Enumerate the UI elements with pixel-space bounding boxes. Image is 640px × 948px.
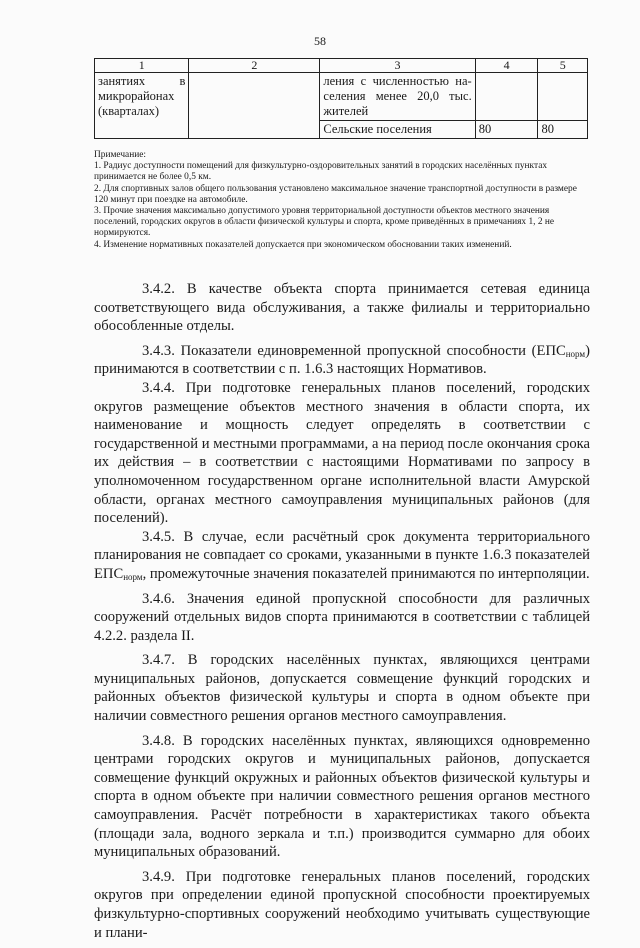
page-number: 58: [314, 34, 326, 48]
table-header-cell: 2: [189, 59, 320, 73]
table-header-row: [95, 59, 588, 73]
paragraph-3-4-2: 3.4.2. В качестве объекта спорта принимается сетевая единица соответствующего вида обслуживания, а также филиалы и территориально обособленные отделы.: [94, 281, 590, 335]
notes-title: Примечание:: [94, 150, 147, 160]
cell-line: (кварталах): [98, 104, 160, 118]
cell-line: жителей: [323, 104, 369, 118]
table-cell: [95, 73, 189, 139]
subscript: норм: [565, 348, 586, 359]
continuation-table: [94, 58, 588, 139]
body-text: [94, 280, 590, 948]
text-run: , промежуточные значения показателей принимаются по интерполяции.: [142, 565, 590, 582]
table-cell: [538, 73, 588, 121]
note-item: 1. Радиус доступности помещений для физкультурно-оздоровительных занятий в городских населённых пунктах принимается не более 0,5 км.: [94, 161, 548, 183]
note-item: 2. Для спортивных залов общего пользования установлено максимальное значение транспортной доступности в размере 120 минут при поездке на автомобиле.: [94, 183, 577, 205]
table-header-cell: 4: [475, 59, 538, 73]
paragraph-3-4-3: [94, 342, 590, 379]
cell-line: ления с численностью на-: [323, 74, 472, 88]
paragraph-3-4-5: [94, 528, 590, 584]
paragraph-3-4-7: 3.4.7. В городских населённых пунктах, являющихся центрами муниципальных районов, допускается совмещение функций городских и районных объектов физической культуры и спорта в одном объекте при наличии совместного решения органов местного самоуправления.: [94, 652, 590, 725]
text-run: 3.4.5. В случае, если расчётный срок документа территориального планирования не совпадает со сроками, указанными в пункте 1.6.3 показателей ЕПС: [94, 528, 590, 582]
table-notes: [94, 150, 590, 251]
table-cell: 80: [538, 121, 588, 139]
cell-line: занятиях в: [98, 74, 186, 88]
table-row: [95, 73, 588, 121]
paragraph-3-4-8: 3.4.8. В городских населённых пунктах, являющихся одновременно центрами городских округов и муниципальных районов, допускается совмещение функций окружных и районных объектов физической культуры и спорта в одном объекте при наличии совместного решения органов местного самоуправления. Расчёт потребности в характеристиках такого объекта (площади зала, водного зеркала и т.п.) производится суммарно для обоих муниципальных образований.: [94, 732, 590, 861]
table-header-cell: 5: [538, 59, 588, 73]
cell-line: микрорайонах: [98, 89, 175, 103]
paragraph-3-4-4: 3.4.4. При подготовке генеральных планов поселений, городских округов размещение объектов местного значения в области спорта, их наименование и мощность следует определять в соответствии с государственной и местными программами, а на период после окончания срока их действия – в соответствии с настоящими Нормативами по запросу в уполномоченном государственном органе исполнительной власти Амурской области, органах местного самоуправления муниципальных районов (для поселений).: [94, 379, 590, 527]
text-run: 3.4.3. Показатели единовременной пропускной способности (ЕПС: [142, 342, 566, 359]
note-item: 3. Прочие значения максимально допустимого уровня территориальной доступности объектов местного значения поселений, городских округов в области физической культуры и спорта, кроме приведённых в примечаниях 1, 2 не нормируются.: [94, 206, 555, 239]
table-cell: [475, 73, 538, 121]
cell-line: селения менее 20,0 тыс.: [323, 89, 472, 103]
table-cell: [320, 73, 475, 121]
table-header-cell: 3: [320, 59, 475, 73]
table-cell: Сельские поселения: [320, 121, 475, 139]
subscript: норм: [123, 571, 143, 582]
table-cell: [189, 73, 320, 139]
paragraph-3-4-6: 3.4.6. Значения единой пропускной способности для различных сооружений отдельных видов спорта принимаются в соответствии с таблицей 4.2.2. раздела II.: [94, 590, 590, 644]
table-header-cell: 1: [95, 59, 189, 73]
table-cell: 80: [475, 121, 538, 139]
text-run: ) принимаются в соответствии с п. 1.6.3 настоящих Нормативов.: [94, 342, 590, 378]
note-item: 4. Изменение нормативных показателей допускается при экономическом обосновании таких изменений.: [94, 239, 512, 250]
paragraph-3-4-9: 3.4.9. При подготовке генеральных планов поселений, городских округов при определении единой пропускной способности проектируемых физкультурно-спортивных сооружений необходимо учитывать существующие и плани-: [94, 868, 590, 941]
